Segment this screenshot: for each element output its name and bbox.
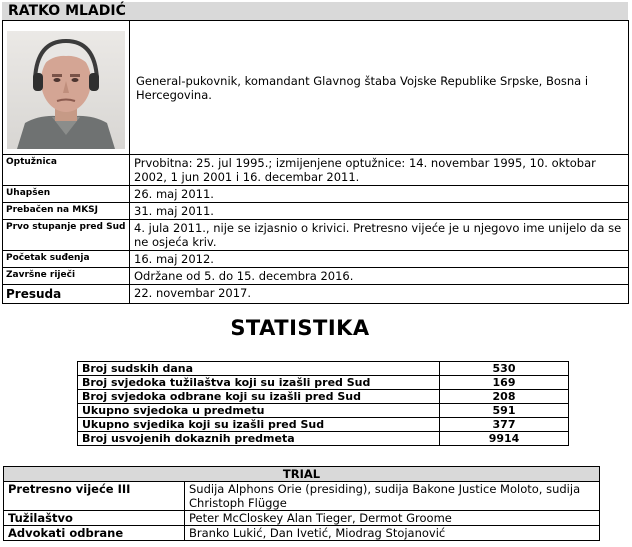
info-row	[3, 203, 629, 220]
stat-row	[78, 418, 569, 432]
profile-table	[2, 20, 629, 304]
info-value: Prvobitna: 25. jul 1995.; izmijenjene optužnice: 14. novembar 1995, 10. oktobar 2002, 1 jun 2001 i 16. decembar 2011.	[130, 155, 629, 186]
info-row	[3, 186, 629, 203]
stat-row	[78, 390, 569, 404]
statistics-table	[77, 361, 569, 446]
stat-label: Broj usvojenih dokaznih predmeta	[78, 432, 440, 446]
trial-row	[4, 482, 600, 511]
trial-row	[4, 526, 600, 541]
info-value: 31. maj 2011.	[130, 203, 629, 220]
photo-cell	[3, 21, 130, 155]
info-value: 4. jula 2011., nije se izjasnio o krivici. Pretresno vijeće je u njegovo ime unijelo da se ne osjeća kriv.	[130, 220, 629, 251]
stat-label: Ukupno svjedoka u predmetu	[78, 404, 440, 418]
info-value: 16. maj 2012.	[130, 251, 629, 268]
info-label: Uhapšen	[3, 186, 130, 203]
trial-table	[3, 466, 600, 541]
info-value: 22. novembar 2017.	[130, 285, 629, 304]
portrait-image	[7, 31, 125, 149]
profile-photo-row	[3, 21, 629, 155]
info-label: Optužnica	[3, 155, 130, 186]
stat-row	[78, 432, 569, 446]
stat-value: 9914	[440, 432, 569, 446]
info-row	[3, 268, 629, 285]
trial-header: TRIAL	[4, 467, 600, 482]
trial-label: Tužilaštvo	[4, 511, 185, 526]
stat-row	[78, 362, 569, 376]
info-label: Prvo stupanje pred Sud	[3, 220, 130, 251]
info-row	[3, 155, 629, 186]
trial-value: Branko Lukić, Dan Ivetić, Miodrag Stojanović	[185, 526, 600, 541]
trial-label: Pretresno vijeće III	[4, 482, 185, 511]
info-value: Održane od 5. do 15. decembra 2016.	[130, 268, 629, 285]
stat-value: 208	[440, 390, 569, 404]
stat-value: 377	[440, 418, 569, 432]
stat-value: 169	[440, 376, 569, 390]
info-row	[3, 251, 629, 268]
stat-value: 591	[440, 404, 569, 418]
person-name-header: RATKO MLADIĆ	[2, 2, 628, 20]
statistics-title: STATISTIKA	[230, 316, 370, 340]
trial-row	[4, 511, 600, 526]
trial-header-row	[4, 467, 600, 482]
info-value: 26. maj 2011.	[130, 186, 629, 203]
stat-row	[78, 376, 569, 390]
stat-value: 530	[440, 362, 569, 376]
info-label: Početak suđenja	[3, 251, 130, 268]
stat-label: Broj svjedoka tužilaštva koji su izašli pred Sud	[78, 376, 440, 390]
info-label: Prebačen na MKSJ	[3, 203, 130, 220]
stat-row	[78, 404, 569, 418]
info-label: Presuda	[3, 285, 130, 304]
info-label: Završne riječi	[3, 268, 130, 285]
stat-label: Broj sudskih dana	[78, 362, 440, 376]
description-cell: General-pukovnik, komandant Glavnog štaba Vojske Republike Srpske, Bosna i Hercegovina.	[130, 21, 629, 155]
trial-value: Peter McCloskey Alan Tieger, Dermot Groome	[185, 511, 600, 526]
trial-value: Sudija Alphons Orie (presiding), sudija Bakone Justice Moloto, sudija Christoph Flügge	[185, 482, 600, 511]
info-row	[3, 220, 629, 251]
portrait-photo	[7, 31, 125, 149]
info-row	[3, 285, 629, 304]
stat-label: Ukupno svjedika koji su izašli pred Sud	[78, 418, 440, 432]
trial-label: Advokati odbrane	[4, 526, 185, 541]
stat-label: Broj svjedoka odbrane koji su izašli pred Sud	[78, 390, 440, 404]
